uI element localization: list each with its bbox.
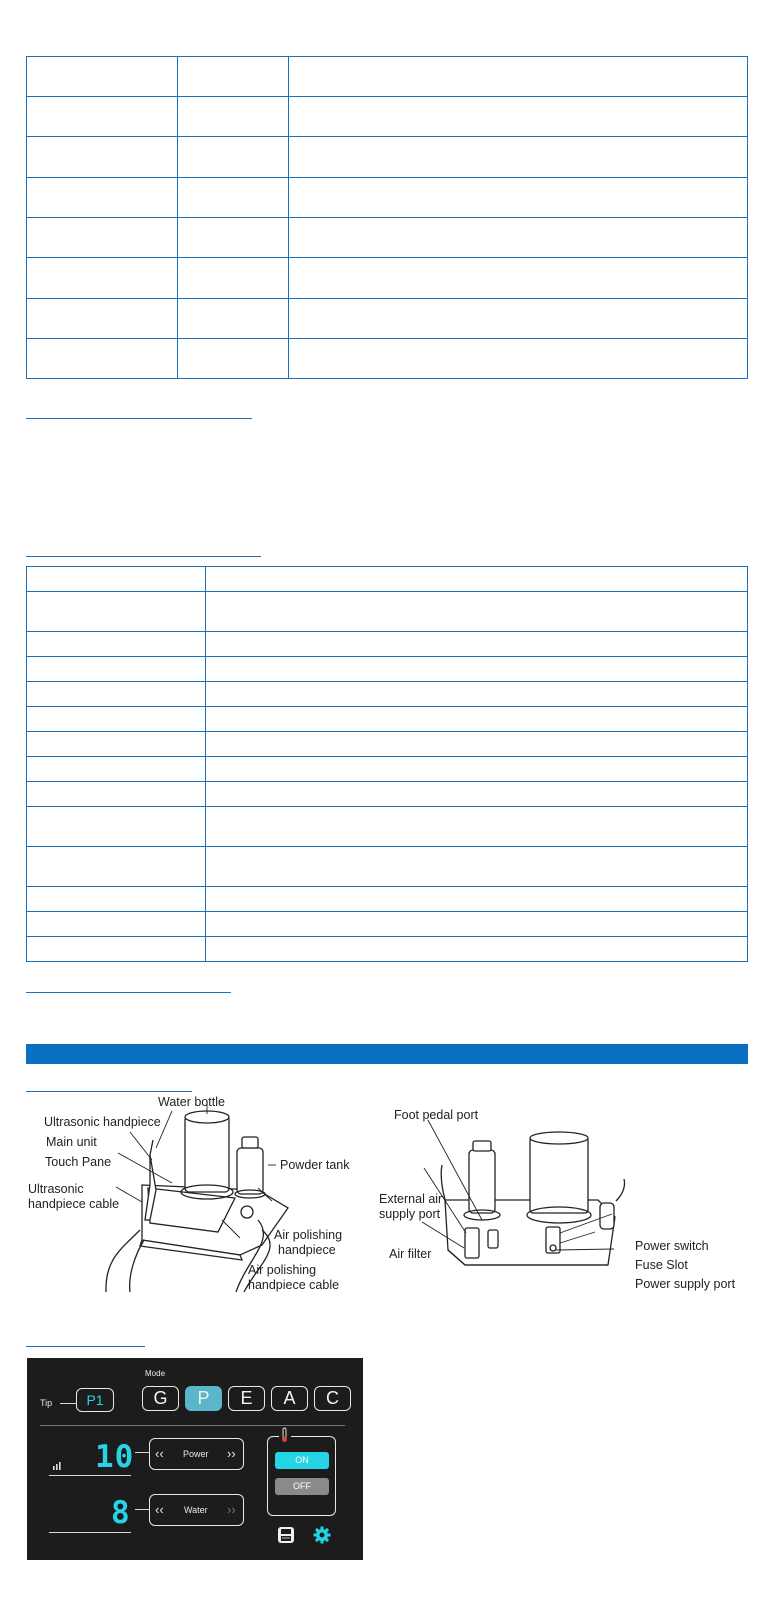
table-cell bbox=[178, 218, 289, 258]
label-powder-tank: Powder tank bbox=[280, 1158, 350, 1172]
panel-divider bbox=[40, 1425, 345, 1426]
label-air-polishing-cable-2: handpiece cable bbox=[248, 1278, 340, 1292]
label-air-filter: Air filter bbox=[389, 1247, 432, 1261]
chevron-left-icon[interactable]: ‹‹ bbox=[155, 1502, 164, 1517]
power-label: Power bbox=[183, 1449, 209, 1459]
signal-bars-icon bbox=[53, 1461, 63, 1470]
label-ultrasonic-handpiece: Ultrasonic handpiece bbox=[44, 1115, 161, 1129]
mode-button-g[interactable]: G bbox=[142, 1386, 179, 1411]
section-underline bbox=[26, 418, 252, 419]
chevron-left-icon[interactable]: ‹‹ bbox=[155, 1446, 164, 1461]
water-adjust-control[interactable] bbox=[149, 1494, 244, 1526]
table-cell bbox=[27, 592, 206, 632]
gear-icon[interactable] bbox=[313, 1526, 331, 1544]
label-touch-pane: Touch Pane bbox=[45, 1155, 112, 1169]
label-foot-pedal-port: Foot pedal port bbox=[394, 1108, 479, 1122]
table-cell bbox=[27, 657, 206, 682]
table-cell bbox=[206, 807, 748, 847]
table-cell bbox=[289, 339, 748, 379]
table-cell bbox=[178, 97, 289, 137]
heater-toggle-group bbox=[267, 1436, 336, 1516]
table-cell bbox=[27, 299, 178, 339]
label-air-polishing-hp-1: Air polishing bbox=[274, 1228, 343, 1242]
power-level-display: 10 bbox=[95, 1439, 135, 1475]
table-cell bbox=[289, 97, 748, 137]
table-cell bbox=[27, 847, 206, 887]
table-cell bbox=[206, 782, 748, 807]
chevron-right-icon[interactable]: ›› bbox=[227, 1502, 236, 1517]
table-cell bbox=[178, 137, 289, 178]
table-cell bbox=[27, 732, 206, 757]
table-cell bbox=[178, 178, 289, 218]
section-underline bbox=[26, 992, 231, 993]
tip-selector[interactable] bbox=[76, 1388, 114, 1412]
label-ultrasonic-cable-1: Ultrasonic bbox=[28, 1182, 84, 1196]
table-cell bbox=[27, 632, 206, 657]
mode-button-p[interactable]: P bbox=[185, 1386, 222, 1411]
table-cell bbox=[206, 847, 748, 887]
label-main-unit: Main unit bbox=[46, 1135, 97, 1149]
table-cell bbox=[27, 339, 178, 379]
table-cell bbox=[27, 258, 178, 299]
thermometer-icon bbox=[279, 1427, 291, 1443]
table-cell bbox=[206, 937, 748, 962]
water-connector bbox=[135, 1509, 149, 1510]
chevron-right-icon[interactable]: ›› bbox=[227, 1446, 236, 1461]
spec-table-2 bbox=[26, 566, 748, 962]
table-cell bbox=[206, 592, 748, 632]
chapter-bar bbox=[26, 1044, 748, 1064]
tip-connector bbox=[60, 1403, 76, 1404]
label-power-supply-port: Power supply port bbox=[635, 1277, 736, 1291]
table-cell bbox=[289, 57, 748, 97]
label-power-switch: Power switch bbox=[635, 1239, 709, 1253]
label-ultrasonic-cable-2: handpiece cable bbox=[28, 1197, 120, 1211]
table-cell bbox=[206, 567, 748, 592]
power-connector bbox=[135, 1452, 149, 1453]
save-icon[interactable] bbox=[277, 1526, 295, 1544]
tip-value: P1 bbox=[86, 1392, 104, 1408]
touch-panel bbox=[27, 1358, 363, 1560]
label-air-polishing-cable-1: Air polishing bbox=[248, 1263, 317, 1277]
table-cell bbox=[206, 887, 748, 912]
table-cell bbox=[206, 657, 748, 682]
section-underline bbox=[26, 556, 261, 557]
power-underline bbox=[49, 1475, 131, 1476]
table-cell bbox=[178, 299, 289, 339]
table-cell bbox=[27, 57, 178, 97]
label-external-air-2: supply port bbox=[379, 1207, 441, 1221]
table-cell bbox=[178, 339, 289, 379]
mode-button-e[interactable]: E bbox=[228, 1386, 265, 1411]
label-air-polishing-hp-2: handpiece bbox=[278, 1243, 336, 1257]
water-label: Water bbox=[184, 1505, 208, 1515]
table-cell bbox=[206, 682, 748, 707]
table-cell bbox=[27, 912, 206, 937]
table-cell bbox=[27, 782, 206, 807]
table-cell bbox=[27, 807, 206, 847]
table-cell bbox=[289, 258, 748, 299]
section-underline bbox=[26, 1346, 145, 1347]
table-cell bbox=[206, 632, 748, 657]
heater-on-button[interactable]: ON bbox=[275, 1452, 329, 1469]
water-level-display: 8 bbox=[111, 1495, 131, 1531]
table-cell bbox=[27, 178, 178, 218]
mode-label: Mode bbox=[145, 1369, 166, 1378]
table-cell bbox=[27, 757, 206, 782]
table-cell bbox=[206, 912, 748, 937]
label-water-bottle: Water bottle bbox=[158, 1095, 225, 1109]
table-cell bbox=[206, 707, 748, 732]
table-cell bbox=[289, 178, 748, 218]
table-cell bbox=[206, 732, 748, 757]
power-adjust-control[interactable] bbox=[149, 1438, 244, 1470]
heater-off-button[interactable]: OFF bbox=[275, 1478, 329, 1495]
table-cell bbox=[27, 567, 206, 592]
label-fuse-slot: Fuse Slot bbox=[635, 1258, 688, 1272]
mode-button-a[interactable]: A bbox=[271, 1386, 308, 1411]
water-underline bbox=[49, 1532, 131, 1533]
table-cell bbox=[27, 218, 178, 258]
table-cell bbox=[289, 299, 748, 339]
table-cell bbox=[178, 57, 289, 97]
tip-label: Tip bbox=[40, 1398, 53, 1408]
table-cell bbox=[178, 258, 289, 299]
table-cell bbox=[27, 97, 178, 137]
table-cell bbox=[27, 137, 178, 178]
table-cell bbox=[27, 707, 206, 732]
table-cell bbox=[206, 757, 748, 782]
table-cell bbox=[27, 887, 206, 912]
mode-button-c[interactable]: C bbox=[314, 1386, 351, 1411]
table-cell bbox=[27, 682, 206, 707]
label-external-air-1: External air bbox=[379, 1192, 443, 1206]
table-cell bbox=[289, 218, 748, 258]
table-cell bbox=[289, 137, 748, 178]
table-cell bbox=[27, 937, 206, 962]
spec-table-1 bbox=[26, 56, 748, 379]
